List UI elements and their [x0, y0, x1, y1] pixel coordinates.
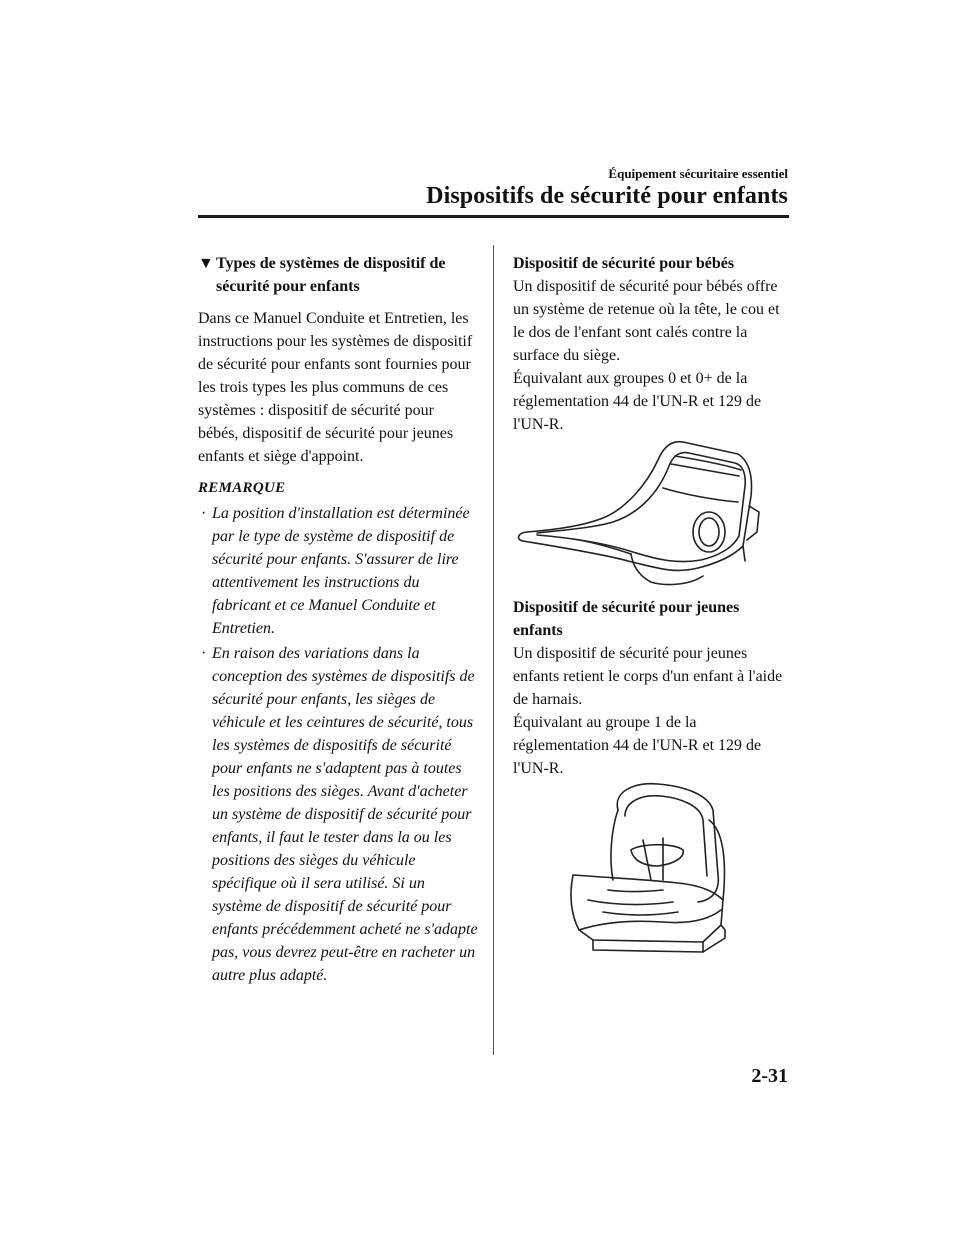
left-column — [198, 252, 478, 987]
bullet-icon: · — [201, 505, 207, 522]
section-title: Dispositifs de sécurité pour enfants — [426, 183, 788, 209]
column-divider — [493, 245, 494, 1055]
note-label: REMARQUE — [198, 480, 286, 496]
bullet-icon: · — [201, 645, 207, 662]
intro-paragraph: Dans ce Manuel Conduite et Entretien, les instructions pour les systèmes de dispositif de sécurité pour enfants sont fournies pour les trois types les plus communs de ces systèmes : dispositif de sécurité pour bébés, dispositif de sécurité pour jeunes enfants et siège d'appoint. — [198, 310, 473, 465]
right-column — [513, 252, 791, 955]
child-seat-title: Dispositif de sécurité pour jeunes enfants — [513, 599, 740, 639]
triangle-marker-icon: ▼ — [198, 255, 214, 272]
topic-heading-text: Types de systèmes de dispositif de sécurité pour enfants — [216, 255, 446, 295]
infant-seat-title: Dispositif de sécurité pour bébés — [513, 255, 735, 272]
note-text: La position d'installation est déterminée par le type de système de dispositif de sécurité pour enfants. S'assurer de lire attentivement les instructions du fabricant et ce Manuel Conduite et Entretien. — [212, 505, 470, 637]
infant-seat-illustration — [513, 436, 791, 596]
note-item — [198, 642, 478, 987]
header-rule — [198, 215, 789, 218]
child-seat-description: Un dispositif de sécurité pour jeunes enfants retient le corps d'un enfant à l'aide de harnais. — [513, 645, 783, 708]
chapter-title: Équipement sécuritaire essentiel — [608, 166, 788, 181]
infant-seat-description: Un dispositif de sécurité pour bébés offre un système de retenue où la tête, le cou et le dos de l'enfant sont calés contre la surface du siège. — [513, 278, 780, 364]
infant-seat-equivalence: Équivalant aux groupes 0 et 0+ de la réglementation 44 de l'UN-R et 129 de l'UN-R. — [513, 370, 762, 433]
note-item — [198, 502, 478, 640]
child-seat-illustration — [513, 780, 791, 955]
topic-heading — [198, 252, 478, 298]
child-seat-equivalence: Équivalant au groupe 1 de la réglementation 44 de l'UN-R et 129 de l'UN-R. — [513, 714, 762, 777]
page-number: 2-31 — [751, 1065, 788, 1087]
note-text: En raison des variations dans la conception des systèmes de dispositifs de sécurité pour enfants, les sièges de véhicule et les ceintures de sécurité, tous les systèmes de dispositifs de sécurité pour enfants ne s'adaptent pas à toutes les positions des sièges. Avant d'acheter un système de dispositif de sécurité pour enfants, il faut le tester dans la ou les positions des sièges du véhicule spécifique où il sera utilisé. Si un système de dispositif de sécurité pour enfants précédemment acheté ne s'adapte pas, vous devrez peut-être en racheter un autre plus adapté. — [212, 645, 478, 984]
